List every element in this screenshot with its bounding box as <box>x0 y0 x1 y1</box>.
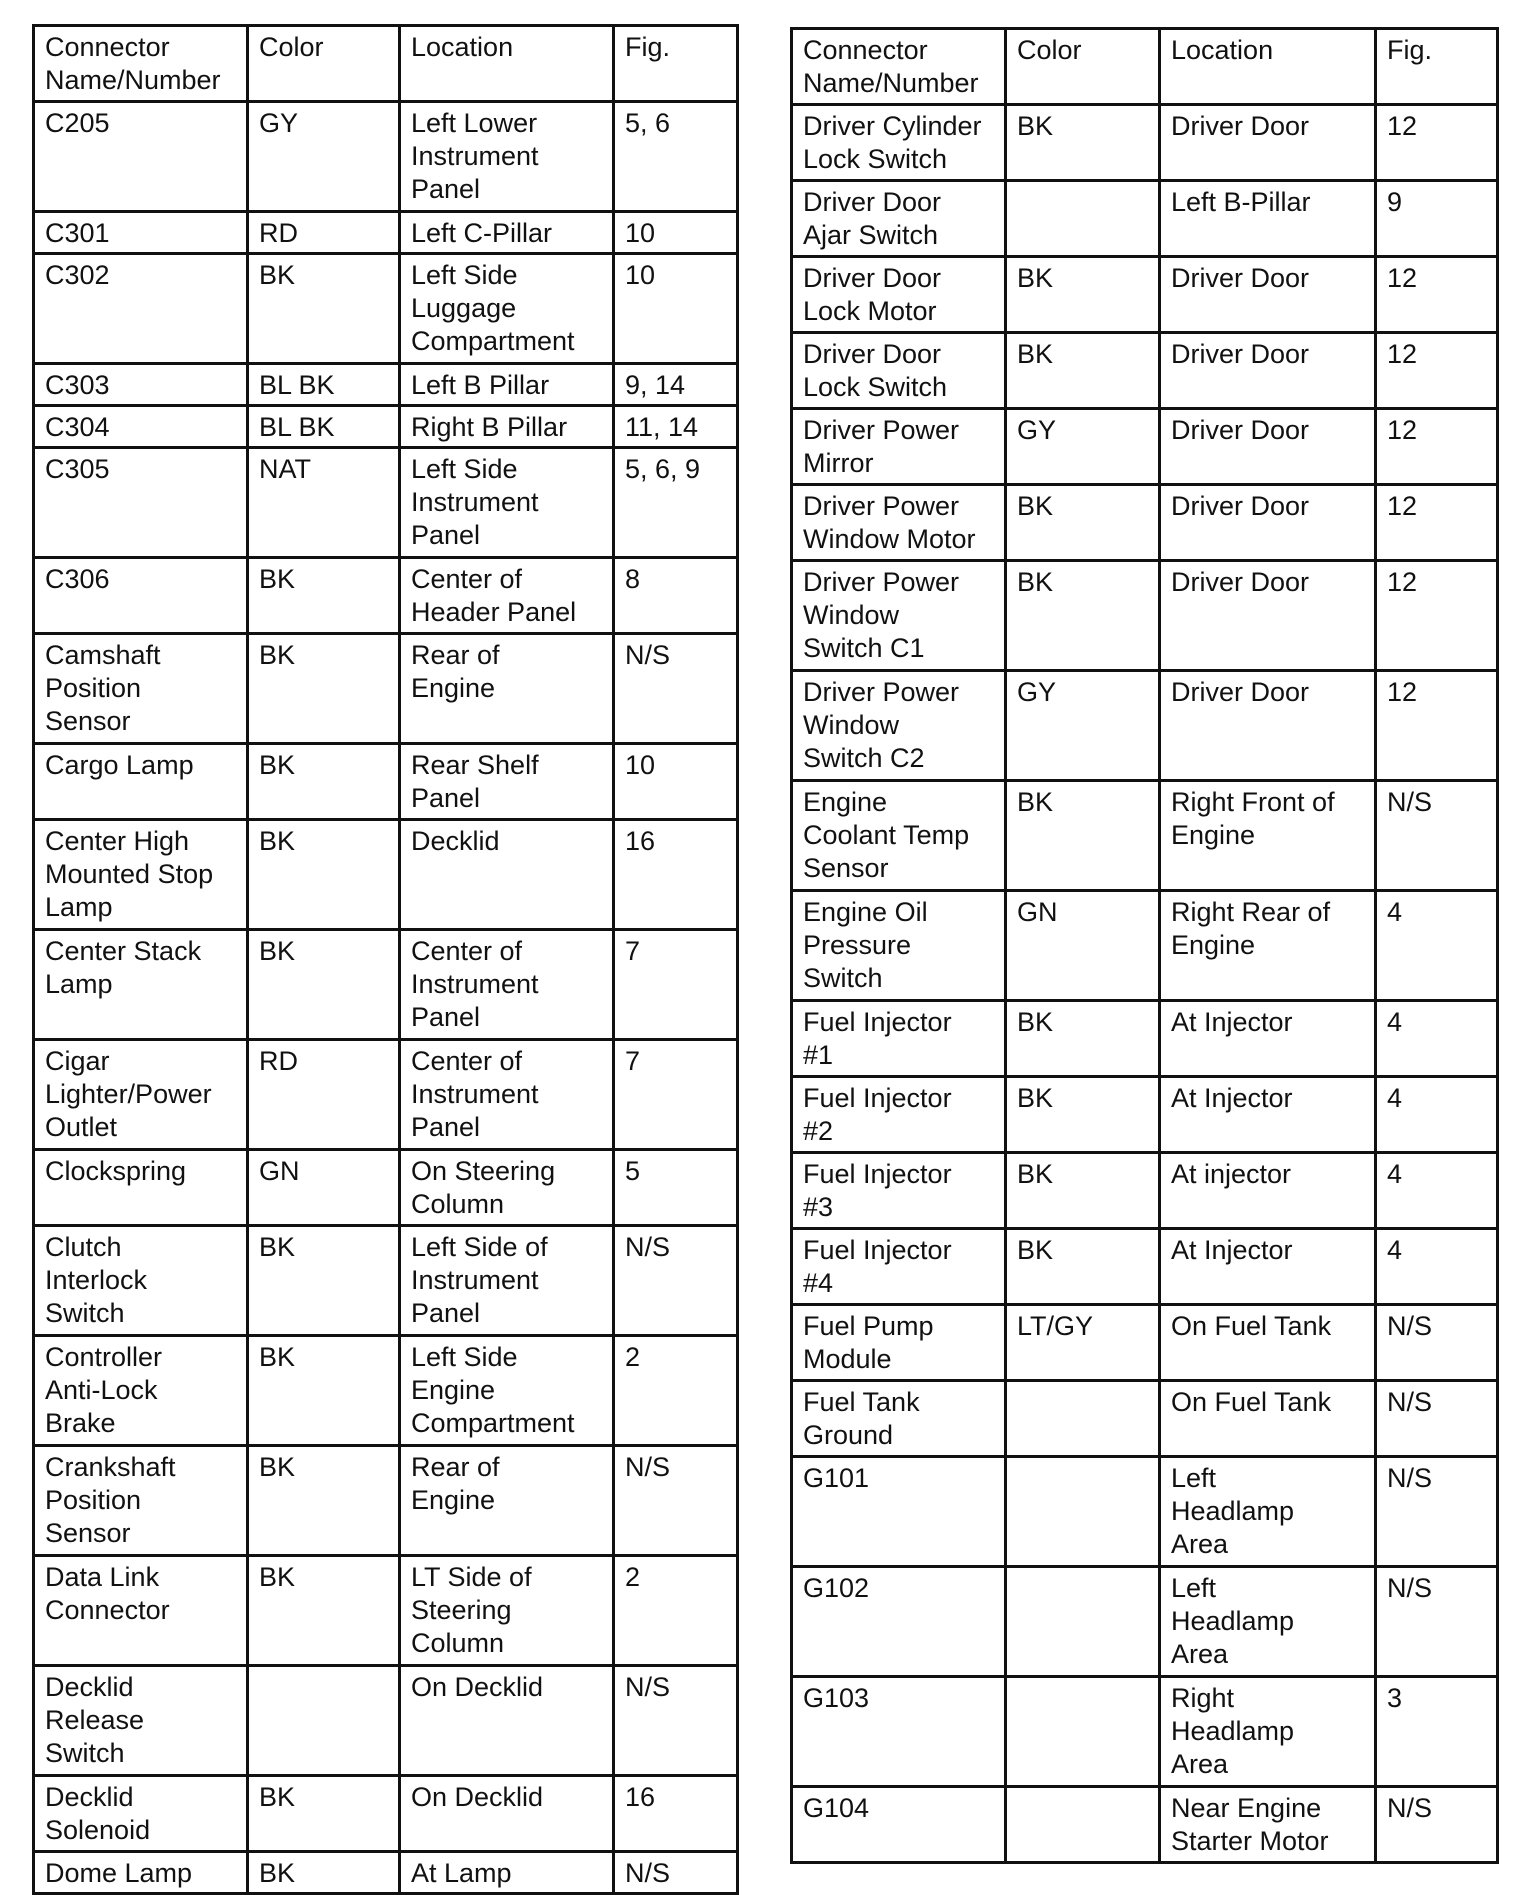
fig-cell: 3 <box>1376 1677 1498 1787</box>
fig-cell: 9 <box>1376 181 1498 257</box>
location-cell: Left Headlamp Area <box>1160 1457 1376 1567</box>
fig-cell: 5 <box>614 1150 738 1226</box>
fig-cell: 9, 14 <box>614 364 738 406</box>
connector-name-cell: Center Stack Lamp <box>34 930 248 1040</box>
color-cell: BK <box>1006 257 1160 333</box>
table-row <box>792 671 1498 781</box>
location-cell: Driver Door <box>1160 671 1376 781</box>
color-cell: BK <box>248 1556 400 1666</box>
connector-name-cell: Fuel Injector #3 <box>792 1153 1006 1229</box>
header-row <box>34 26 738 102</box>
table-row <box>792 1677 1498 1787</box>
color-cell: GY <box>1006 671 1160 781</box>
color-cell <box>1006 1457 1160 1567</box>
table-row <box>792 781 1498 891</box>
color-cell: BK <box>248 1226 400 1336</box>
connector-name-cell: Dome Lamp <box>34 1852 248 1894</box>
connector-name-cell: Camshaft Position Sensor <box>34 634 248 744</box>
table-row <box>34 102 738 212</box>
connector-name-cell: Fuel Tank Ground <box>792 1381 1006 1457</box>
color-cell: BK <box>248 1446 400 1556</box>
table-row <box>792 1229 1498 1305</box>
location-cell: Decklid <box>400 820 614 930</box>
connector-name-cell: Decklid Release Switch <box>34 1666 248 1776</box>
connector-name-cell: C303 <box>34 364 248 406</box>
connector-name-cell: C301 <box>34 212 248 254</box>
table-row <box>792 561 1498 671</box>
table-row <box>792 1457 1498 1567</box>
color-cell: BK <box>1006 1229 1160 1305</box>
fig-cell: 4 <box>1376 1153 1498 1229</box>
fig-cell: 2 <box>614 1556 738 1666</box>
connector-name-cell: Fuel Injector #2 <box>792 1077 1006 1153</box>
connector-name-cell: C304 <box>34 406 248 448</box>
connector-name-cell: Engine Oil Pressure Switch <box>792 891 1006 1001</box>
location-cell: On Decklid <box>400 1776 614 1852</box>
color-cell <box>248 1666 400 1776</box>
color-cell: BK <box>1006 333 1160 409</box>
right-table-body <box>792 29 1498 1863</box>
table-row <box>34 930 738 1040</box>
connector-name-cell: Driver Power Window Switch C2 <box>792 671 1006 781</box>
fig-cell: N/S <box>614 1666 738 1776</box>
connector-name-cell: Crankshaft Position Sensor <box>34 1446 248 1556</box>
column-header-connector-name: Connector Name/Number <box>792 29 1006 105</box>
location-cell: Driver Door <box>1160 485 1376 561</box>
color-cell: BK <box>248 254 400 364</box>
color-cell: BK <box>248 820 400 930</box>
color-cell: BK <box>1006 1001 1160 1077</box>
connector-name-cell: C306 <box>34 558 248 634</box>
fig-cell: 7 <box>614 1040 738 1150</box>
connector-name-cell: Decklid Solenoid <box>34 1776 248 1852</box>
location-cell: Left Headlamp Area <box>1160 1567 1376 1677</box>
color-cell: BK <box>1006 1153 1160 1229</box>
location-cell: At Injector <box>1160 1001 1376 1077</box>
connector-table-left <box>32 24 739 1895</box>
table-row <box>34 558 738 634</box>
fig-cell: 10 <box>614 744 738 820</box>
location-cell: At Injector <box>1160 1077 1376 1153</box>
table-row <box>34 1852 738 1894</box>
color-cell: LT/GY <box>1006 1305 1160 1381</box>
connector-name-cell: Driver Door Ajar Switch <box>792 181 1006 257</box>
column-header-color: Color <box>248 26 400 102</box>
location-cell: Center of Instrument Panel <box>400 930 614 1040</box>
location-cell: On Decklid <box>400 1666 614 1776</box>
fig-cell: 5, 6 <box>614 102 738 212</box>
location-cell: Left C-Pillar <box>400 212 614 254</box>
location-cell: Rear Shelf Panel <box>400 744 614 820</box>
table-row <box>34 1666 738 1776</box>
fig-cell: 10 <box>614 254 738 364</box>
table-row <box>34 364 738 406</box>
left-table-body <box>34 26 738 1894</box>
table-row <box>34 744 738 820</box>
connector-name-cell: Cigar Lighter/Power Outlet <box>34 1040 248 1150</box>
color-cell: BK <box>248 1336 400 1446</box>
table-row <box>792 1567 1498 1677</box>
connector-name-cell: Driver Cylinder Lock Switch <box>792 105 1006 181</box>
table-row <box>792 257 1498 333</box>
color-cell: RD <box>248 1040 400 1150</box>
connector-name-cell: C302 <box>34 254 248 364</box>
fig-cell: 12 <box>1376 333 1498 409</box>
table-row <box>34 448 738 558</box>
color-cell: BK <box>1006 561 1160 671</box>
table-row <box>792 891 1498 1001</box>
table-row <box>34 212 738 254</box>
fig-cell: N/S <box>1376 1787 1498 1863</box>
fig-cell: 12 <box>1376 561 1498 671</box>
table-row <box>34 254 738 364</box>
location-cell: Rear of Engine <box>400 634 614 744</box>
table-row <box>792 485 1498 561</box>
location-cell: Left Side Engine Compartment <box>400 1336 614 1446</box>
color-cell <box>1006 1381 1160 1457</box>
connector-name-cell: G102 <box>792 1567 1006 1677</box>
fig-cell: N/S <box>614 634 738 744</box>
column-header-fig: Fig. <box>1376 29 1498 105</box>
color-cell: BK <box>1006 781 1160 891</box>
table-row <box>792 1381 1498 1457</box>
color-cell: GY <box>1006 409 1160 485</box>
connector-name-cell: Center High Mounted Stop Lamp <box>34 820 248 930</box>
column-header-connector-name: Connector Name/Number <box>34 26 248 102</box>
location-cell: On Fuel Tank <box>1160 1381 1376 1457</box>
column-header-color: Color <box>1006 29 1160 105</box>
connector-name-cell: Driver Power Window Motor <box>792 485 1006 561</box>
location-cell: Driver Door <box>1160 333 1376 409</box>
color-cell: BK <box>248 930 400 1040</box>
column-header-location: Location <box>400 26 614 102</box>
fig-cell: N/S <box>1376 781 1498 891</box>
color-cell: BK <box>248 1776 400 1852</box>
color-cell: BK <box>1006 1077 1160 1153</box>
table-row <box>792 105 1498 181</box>
fig-cell: 4 <box>1376 891 1498 1001</box>
connector-name-cell: Clutch Interlock Switch <box>34 1226 248 1336</box>
location-cell: Left Lower Instrument Panel <box>400 102 614 212</box>
connector-name-cell: G103 <box>792 1677 1006 1787</box>
fig-cell: 11, 14 <box>614 406 738 448</box>
location-cell: Right Headlamp Area <box>1160 1677 1376 1787</box>
fig-cell: 12 <box>1376 485 1498 561</box>
color-cell <box>1006 181 1160 257</box>
color-cell: RD <box>248 212 400 254</box>
table-row <box>792 1001 1498 1077</box>
table-row <box>34 820 738 930</box>
table-row <box>792 181 1498 257</box>
color-cell <box>1006 1567 1160 1677</box>
column-header-location: Location <box>1160 29 1376 105</box>
location-cell: Right B Pillar <box>400 406 614 448</box>
fig-cell: 8 <box>614 558 738 634</box>
column-header-fig: Fig. <box>614 26 738 102</box>
location-cell: Driver Door <box>1160 105 1376 181</box>
connector-name-cell: Driver Door Lock Switch <box>792 333 1006 409</box>
table-row <box>34 634 738 744</box>
location-cell: Left B-Pillar <box>1160 181 1376 257</box>
fig-cell: N/S <box>614 1226 738 1336</box>
connector-name-cell: Controller Anti-Lock Brake <box>34 1336 248 1446</box>
table-row <box>792 333 1498 409</box>
location-cell: Left Side Instrument Panel <box>400 448 614 558</box>
location-cell: Driver Door <box>1160 409 1376 485</box>
color-cell: BK <box>248 558 400 634</box>
location-cell: Driver Door <box>1160 257 1376 333</box>
fig-cell: N/S <box>614 1446 738 1556</box>
table-row <box>34 1040 738 1150</box>
fig-cell: 2 <box>614 1336 738 1446</box>
location-cell: Near Engine Starter Motor <box>1160 1787 1376 1863</box>
connector-name-cell: Driver Power Mirror <box>792 409 1006 485</box>
connector-name-cell: C205 <box>34 102 248 212</box>
location-cell: Right Front of Engine <box>1160 781 1376 891</box>
fig-cell: 12 <box>1376 105 1498 181</box>
location-cell: At Lamp <box>400 1852 614 1894</box>
connector-name-cell: C305 <box>34 448 248 558</box>
connector-name-cell: G104 <box>792 1787 1006 1863</box>
fig-cell: 16 <box>614 1776 738 1852</box>
fig-cell: 4 <box>1376 1229 1498 1305</box>
fig-cell: N/S <box>1376 1381 1498 1457</box>
fig-cell: N/S <box>1376 1305 1498 1381</box>
color-cell: NAT <box>248 448 400 558</box>
location-cell: Center of Header Panel <box>400 558 614 634</box>
location-cell: At injector <box>1160 1153 1376 1229</box>
table-row <box>34 1446 738 1556</box>
color-cell: GY <box>248 102 400 212</box>
connector-name-cell: Clockspring <box>34 1150 248 1226</box>
location-cell: Center of Instrument Panel <box>400 1040 614 1150</box>
fig-cell: N/S <box>614 1852 738 1894</box>
table-row <box>34 1776 738 1852</box>
color-cell: GN <box>248 1150 400 1226</box>
location-cell: Rear of Engine <box>400 1446 614 1556</box>
location-cell: LT Side of Steering Column <box>400 1556 614 1666</box>
location-cell: On Fuel Tank <box>1160 1305 1376 1381</box>
fig-cell: 5, 6, 9 <box>614 448 738 558</box>
color-cell: BL BK <box>248 406 400 448</box>
location-cell: Left B Pillar <box>400 364 614 406</box>
color-cell: BK <box>1006 105 1160 181</box>
table-row <box>34 1556 738 1666</box>
color-cell <box>1006 1787 1160 1863</box>
fig-cell: 12 <box>1376 671 1498 781</box>
table-row <box>34 1150 738 1226</box>
location-cell: At Injector <box>1160 1229 1376 1305</box>
location-cell: Left Side of Instrument Panel <box>400 1226 614 1336</box>
color-cell: BL BK <box>248 364 400 406</box>
color-cell: BK <box>248 744 400 820</box>
fig-cell: 16 <box>614 820 738 930</box>
table-row <box>792 1077 1498 1153</box>
location-cell: Driver Door <box>1160 561 1376 671</box>
connector-name-cell: Driver Power Window Switch C1 <box>792 561 1006 671</box>
table-row <box>792 1305 1498 1381</box>
connector-name-cell: Fuel Injector #1 <box>792 1001 1006 1077</box>
color-cell: BK <box>248 1852 400 1894</box>
connector-table-right <box>790 27 1499 1864</box>
fig-cell: 4 <box>1376 1001 1498 1077</box>
connector-name-cell: Driver Door Lock Motor <box>792 257 1006 333</box>
table-row <box>792 1787 1498 1863</box>
fig-cell: 4 <box>1376 1077 1498 1153</box>
connector-name-cell: Engine Coolant Temp Sensor <box>792 781 1006 891</box>
table-row <box>34 406 738 448</box>
fig-cell: N/S <box>1376 1567 1498 1677</box>
fig-cell: 12 <box>1376 409 1498 485</box>
location-cell: Right Rear of Engine <box>1160 891 1376 1001</box>
connector-name-cell: Fuel Pump Module <box>792 1305 1006 1381</box>
connector-name-cell: Cargo Lamp <box>34 744 248 820</box>
fig-cell: 7 <box>614 930 738 1040</box>
fig-cell: 10 <box>614 212 738 254</box>
table-row <box>792 1153 1498 1229</box>
color-cell <box>1006 1677 1160 1787</box>
color-cell: BK <box>248 634 400 744</box>
fig-cell: 12 <box>1376 257 1498 333</box>
location-cell: Left Side Luggage Compartment <box>400 254 614 364</box>
table-row <box>34 1226 738 1336</box>
header-row <box>792 29 1498 105</box>
table-row <box>792 409 1498 485</box>
color-cell: BK <box>1006 485 1160 561</box>
connector-name-cell: Data Link Connector <box>34 1556 248 1666</box>
table-row <box>34 1336 738 1446</box>
connector-name-cell: Fuel Injector #4 <box>792 1229 1006 1305</box>
fig-cell: N/S <box>1376 1457 1498 1567</box>
location-cell: On Steering Column <box>400 1150 614 1226</box>
color-cell: GN <box>1006 891 1160 1001</box>
connector-name-cell: G101 <box>792 1457 1006 1567</box>
